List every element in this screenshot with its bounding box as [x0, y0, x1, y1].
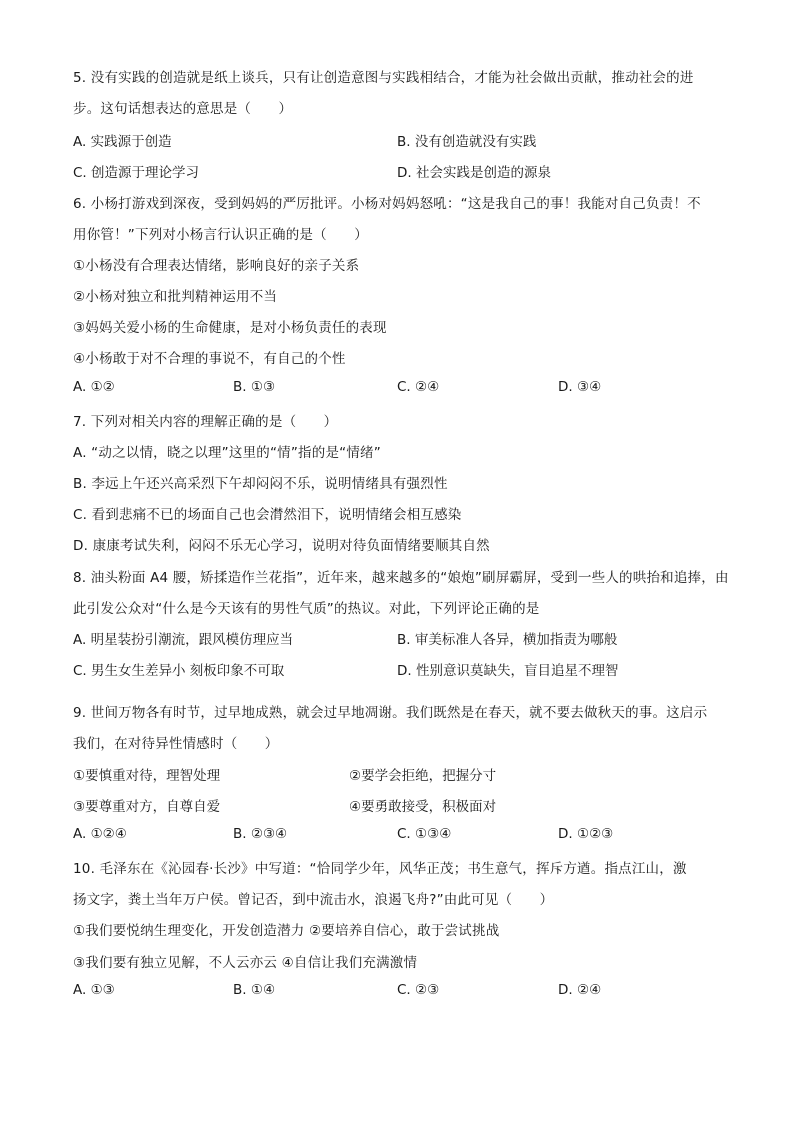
q6-option-b: B. ①③	[233, 379, 276, 395]
q10-option-d: D. ②④	[558, 982, 602, 998]
q8-option-d: D. 性别意识莫缺失，盲目追星不理智	[397, 663, 619, 679]
q9-option-b: B. ②③④	[233, 826, 288, 842]
q7-option-b: B. 李远上午还兴高采烈下午却闷闷不乐，说明情绪具有强烈性	[73, 476, 448, 492]
q7-option-a: A. “动之以情，晓之以理”这里的“情”指的是“情绪”	[73, 445, 381, 461]
q6-item-3: ③妈妈关爱小杨的生命健康，是对小杨负责任的表现	[73, 320, 387, 336]
q5-option-b: B. 没有创造就没有实践	[397, 134, 537, 150]
q5-stem-line2: 步。这句话想表达的意思是（ ）	[73, 101, 293, 117]
q6-stem-line1: 6. 小杨打游戏到深夜，受到妈妈的严厉批评。小杨对妈妈怒吼：“这是我自己的事！我能对自己负责！不	[73, 196, 701, 212]
q8-stem-line2: 此引发公众对“什么是今天该有的男性气质”的热议。对此，下列评论正确的是	[73, 601, 540, 617]
q10-items-line2: ③我们要有独立见解，不人云亦云 ④自信让我们充满激情	[73, 955, 418, 971]
q10-stem-line1: 10. 毛泽东在《沁园春·长沙》中写道：“恰同学少年，风华正茂；书生意气，挥斥方遒。指点江山，激	[73, 861, 687, 877]
q10-option-a: A. ①③	[73, 982, 115, 998]
q9-item-4: ④要勇敢接受，积极面对	[349, 799, 497, 815]
q9-option-d: D. ①②③	[558, 826, 614, 842]
q6-option-a: A. ①②	[73, 379, 115, 395]
q10-option-c: C. ②③	[397, 982, 440, 998]
q5-stem-line1: 5. 没有实践的创造就是纸上谈兵，只有让创造意图与实践相结合，才能为社会做出贡献，推动社会的进	[73, 70, 694, 86]
q8-stem-line1: 8. 油头粉面 A4 腰，矫揉造作兰花指”，近年来，越来越多的“娘炮”刷屏霸屏，受到一些人的哄抬和追捧，由	[73, 570, 729, 586]
q6-item-2: ②小杨对独立和批判精神运用不当	[73, 289, 278, 305]
q7-option-c: C. 看到悲痛不已的场面自己也会潸然泪下，说明情绪会相互感染	[73, 507, 462, 523]
q6-option-d: D. ③④	[558, 379, 602, 395]
q9-stem-line2: 我们，在对待异性情感时（ ）	[73, 736, 279, 752]
q7-stem: 7. 下列对相关内容的理解正确的是（ ）	[73, 414, 338, 430]
q6-item-1: ①小杨没有合理表达情绪，影响良好的亲子关系	[73, 258, 360, 274]
q9-stem-line1: 9. 世间万物各有时节，过早地成熟，就会过早地凋谢。我们既然是在春天，就不要去做秋天的事。这启示	[73, 705, 708, 721]
q9-item-3: ③要尊重对方，自尊自爱	[73, 799, 221, 815]
q9-option-a: A. ①②④	[73, 826, 127, 842]
q9-option-c: C. ①③④	[397, 826, 452, 842]
q10-items-line1: ①我们要悦纳生理变化，开发创造潜力 ②要培养自信心，敢于尝试挑战	[73, 923, 500, 939]
q6-stem-line2: 用你管！”下列对小杨言行认识正确的是（ ）	[73, 227, 368, 243]
q10-stem-line2: 扬文字，粪土当年万户侯。曾记否，到中流击水，浪遏飞舟?”由此可见（ ）	[73, 892, 554, 908]
q8-option-c: C. 男生女生差异小 刻板印象不可取	[73, 663, 285, 679]
q6-option-c: C. ②④	[397, 379, 440, 395]
q7-option-d: D. 康康考试失利，闷闷不乐无心学习，说明对待负面情绪要顺其自然	[73, 538, 490, 554]
q5-option-a: A. 实践源于创造	[73, 134, 172, 150]
q9-item-1: ①要慎重对待，理智处理	[73, 768, 221, 784]
q9-item-2: ②要学会拒绝，把握分寸	[349, 768, 497, 784]
q10-option-b: B. ①④	[233, 982, 276, 998]
q5-option-c: C. 创造源于理论学习	[73, 165, 200, 181]
q5-option-d: D. 社会实践是创造的源泉	[397, 165, 551, 181]
q6-item-4: ④小杨敢于对不合理的事说不，有自己的个性	[73, 351, 346, 367]
q8-option-a: A. 明星装扮引潮流，跟风模仿理应当	[73, 632, 294, 648]
q8-option-b: B. 审美标准人各异，横加指责为哪般	[397, 632, 618, 648]
